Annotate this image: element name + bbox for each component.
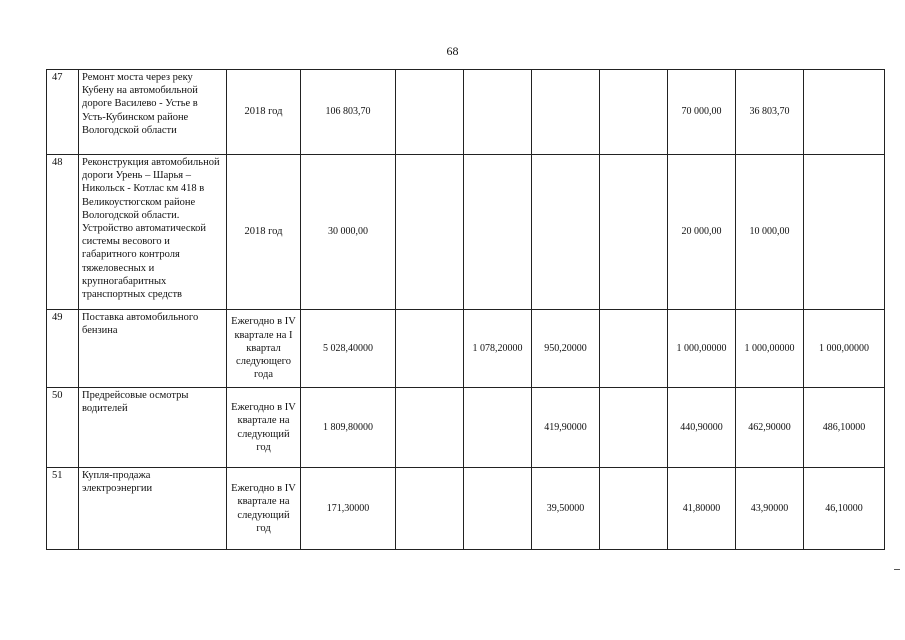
cell-c1 <box>396 155 464 310</box>
cell-c2 <box>464 70 532 155</box>
cell-c1 <box>396 388 464 468</box>
cell-total: 5 028,40000 <box>301 310 396 388</box>
cell-c3: 419,90000 <box>532 388 600 468</box>
cell-num: 49 <box>47 310 79 388</box>
cell-c2 <box>464 468 532 550</box>
cell-period: Ежегодно в IV квартале на следующий год <box>227 468 301 550</box>
cell-c7: 486,10000 <box>804 388 885 468</box>
cell-c2: 1 078,20000 <box>464 310 532 388</box>
cell-total: 30 000,00 <box>301 155 396 310</box>
program-table <box>46 69 885 550</box>
cell-c7: 46,10000 <box>804 468 885 550</box>
cell-period: 2018 год <box>227 70 301 155</box>
table-row <box>47 70 885 155</box>
cell-c7 <box>804 70 885 155</box>
cell-c4 <box>600 388 668 468</box>
cell-c3 <box>532 155 600 310</box>
cell-name: Поставка автомобильного бензина <box>79 310 227 388</box>
cell-c6: 10 000,00 <box>736 155 804 310</box>
cell-num: 50 <box>47 388 79 468</box>
page-number: 68 <box>446 44 459 58</box>
table-row <box>47 155 885 310</box>
cell-c4 <box>600 70 668 155</box>
cell-total: 106 803,70 <box>301 70 396 155</box>
cell-c1 <box>396 310 464 388</box>
cell-c5: 20 000,00 <box>668 155 736 310</box>
cell-name: Купля-продажа электроэнергии <box>79 468 227 550</box>
cell-total: 171,30000 <box>301 468 396 550</box>
cell-c5: 70 000,00 <box>668 70 736 155</box>
table-row <box>47 468 885 550</box>
cell-period: 2018 год <box>227 155 301 310</box>
cell-c1 <box>396 70 464 155</box>
cell-name: Ремонт моста через реку Кубену на автомобильной дороге Василево - Устье в Усть-Кубинском районе Вологодской области <box>79 70 227 155</box>
cell-period: Ежегодно в IV квартале на следующий год <box>227 388 301 468</box>
cell-c4 <box>600 155 668 310</box>
cell-c3: 39,50000 <box>532 468 600 550</box>
margin-mark <box>894 569 900 570</box>
cell-name: Предрейсовые осмотры водителей <box>79 388 227 468</box>
cell-c4 <box>600 310 668 388</box>
cell-c6: 43,90000 <box>736 468 804 550</box>
cell-c1 <box>396 468 464 550</box>
cell-c3 <box>532 70 600 155</box>
cell-num: 47 <box>47 70 79 155</box>
table-row <box>47 388 885 468</box>
cell-c3: 950,20000 <box>532 310 600 388</box>
cell-c4 <box>600 468 668 550</box>
cell-num: 51 <box>47 468 79 550</box>
table-row <box>47 310 885 388</box>
cell-c7 <box>804 155 885 310</box>
cell-c6: 462,90000 <box>736 388 804 468</box>
cell-c5: 41,80000 <box>668 468 736 550</box>
cell-num: 48 <box>47 155 79 310</box>
cell-name: Реконструкция автомобильной дороги Урень – Шарья – Никольск - Котлас км 418 в Великоустюгском районе Вологодской области. Устройство автоматической системы весового и габаритного контроля тяжеловесных и крупногабаритных транспортных средств <box>79 155 227 310</box>
cell-c5: 440,90000 <box>668 388 736 468</box>
cell-c6: 36 803,70 <box>736 70 804 155</box>
cell-total: 1 809,80000 <box>301 388 396 468</box>
cell-c7: 1 000,00000 <box>804 310 885 388</box>
cell-c5: 1 000,00000 <box>668 310 736 388</box>
cell-c6: 1 000,00000 <box>736 310 804 388</box>
cell-c2 <box>464 388 532 468</box>
cell-c2 <box>464 155 532 310</box>
cell-period: Ежегодно в IV квартале на I квартал следующего года <box>227 310 301 388</box>
